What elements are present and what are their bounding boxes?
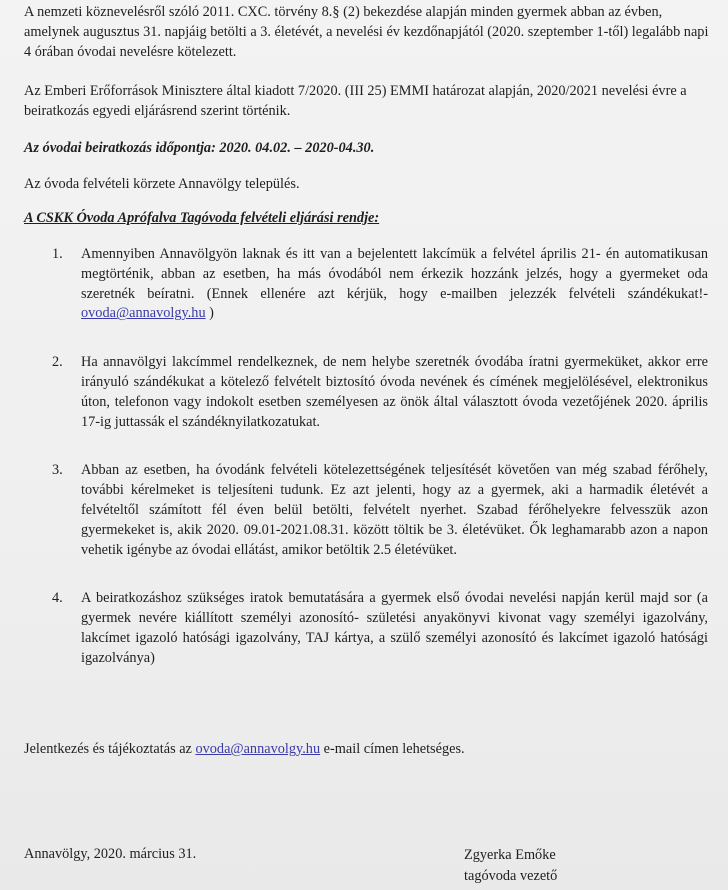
contact-email-link[interactable]: ovoda@annavolgy.hu — [195, 741, 321, 757]
list-item-number: 2. — [52, 354, 63, 371]
list-item-text: Amennyiben Annavölgyön laknak és itt van a bejelentett lakcímük a felvétel április 21- én automatikusan megtörténik, abban az esetben, ha más óvodából nem érkezik hozzánk jelzés, hogy a gyermeket oda szeretnék beíratni. (Ennek ellenére azt kérjük, hogy e-mailben jelezzék felvételi szándékukat!- — [81, 246, 708, 302]
list-item-number: 3. — [52, 462, 63, 479]
signer-title: tagóvoda vezető — [464, 868, 558, 884]
contact-line — [24, 740, 712, 760]
list-item-number: 1. — [52, 246, 63, 262]
list-item — [24, 589, 714, 668]
signature-block — [464, 845, 557, 887]
paragraph-admission-district: Az óvoda felvételi körzete Annavölgy település. — [24, 176, 300, 192]
place-and-date: Annavölgy, 2020. március 31. — [24, 846, 197, 862]
list-item — [24, 353, 714, 432]
paragraph-legal-basis: A nemzeti köznevelésről szóló 2011. CXC. törvény 8.§ (2) bekezdése alapján minden gyermek abban az évben, amelynek augusztus 31. napjáig betölti a 3. életévét, a nevelési év kezdőnapjától (2020. szeptember 1-től) legalább napi 4 órában óvodai nevelésre kötelezett. — [24, 4, 709, 60]
contact-text-end: e-mail címen lehetséges. — [320, 741, 465, 757]
contact-text: Jelentkezés és tájékoztatás az — [24, 741, 196, 757]
list-item — [24, 461, 714, 560]
signer-name: Zgyerka Emőke — [464, 847, 556, 863]
list-item-text: A beiratkozáshoz szükséges iratok bemutatására a gyermek első óvodai nevelési napján kerül majd sor (a gyermek nevére kiállított személyi azonosító- születési anyakönyvi kivonat vagy személyi igazolvány, lakcímet igazoló hatósági igazolvány, TAJ kártya, a szülő személyi azonosító és lakcímet igazoló hatósági igazolványa) — [81, 590, 708, 666]
list-item-number: 4. — [52, 590, 63, 607]
list-item-text: Ha annavölgyi lakcímmel rendelkeznek, de nem helybe szeretnék óvodába íratni gyermeküket, akkor erre irányuló szándékukat a kötelező felvételt biztosító óvoda nevének és címének megjelölésével, elektronikus úton, telefonon vagy indokolt esetben személyesen az önök által választott óvoda vezetőjének 2020. április 17-ig juttassák el szándéknyilatkozatukat. — [81, 354, 708, 430]
email-link[interactable]: ovoda@annavolgy.hu — [81, 305, 206, 322]
enrollment-period-heading: Az óvodai beiratkozás időpontja: 2020. 04.02. – 2020-04.30. — [24, 140, 375, 156]
paragraph-emmi-decision: Az Emberi Erőforrások Minisztere által kiadott 7/2020. (III 25) EMMI határozat alapján, 2020/2021 nevelési évre a beiratkozás egyedi eljárásrend szerint történik. — [24, 83, 687, 119]
procedure-heading: A CSKK Óvoda Aprófalva Tagóvoda felvételi eljárási rendje: — [24, 210, 380, 226]
list-item-text: Abban az esetben, ha óvodánk felvételi kötelezettségének teljesítését követően van még szabad férőhely, további kérelmeket is teljesíteni tudunk. Ez azt jelenti, hogy az a gyermek, aki a harmadik életévét a felvételtől számított fél éven belül betölti, felvételt nyerhet. Szabad férőhelyekre felvesszük azon gyermekeket is, akik 2020. 09.01-2021.08.31. között töltik be 3. életévüket. Ők leghamarabb azon a napon vehetik igénybe az óvodai ellátást, amikor betöltik 2.5 életévüket. — [81, 462, 708, 558]
list-item — [24, 245, 714, 324]
procedure-list — [24, 245, 714, 669]
list-item-text-end: ) — [205, 305, 214, 322]
